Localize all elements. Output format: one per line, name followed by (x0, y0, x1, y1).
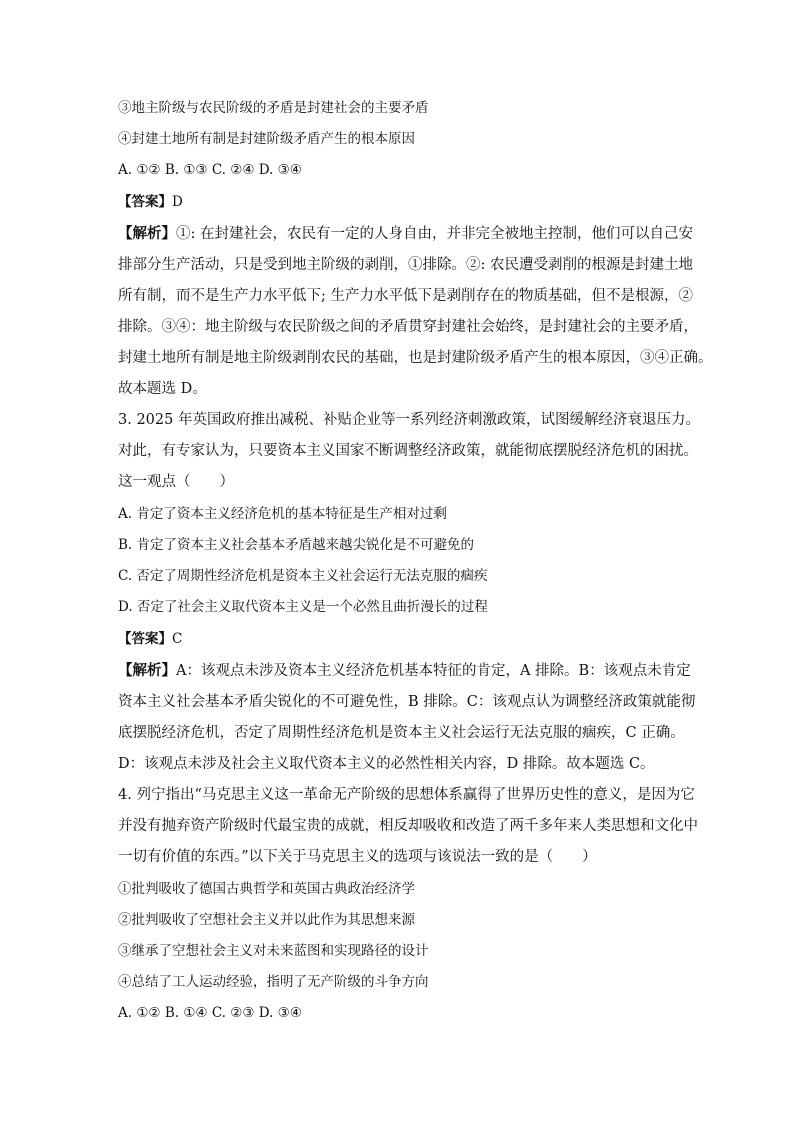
analysis-line: 故本题选 D。 (118, 381, 207, 397)
analysis-line: 资本主义社会基本矛盾尖锐化的不可避免性，B 排除。C：该观点认为调整经济政策就能彻 (118, 694, 696, 710)
q3-options (118, 504, 698, 617)
q4-stem (118, 780, 698, 873)
q4-option-2: ②批判吸收了空想社会主义并以此作为其思想来源 (118, 912, 415, 928)
analysis-line: D：该观点未涉及社会主义取代资本主义的必然性相关内容，D 排除。故本题选 C。 (118, 756, 655, 772)
analysis-line: 封建土地所有制是地主阶级剥削农民的基础，也是封建阶级矛盾产生的根本原因，③④正确。 (118, 350, 713, 366)
option-d: D. 否定了社会主义取代资本主义是一个必然且曲折漫长的过程 (118, 599, 488, 615)
answer-label: 【答案】 (118, 194, 172, 210)
answer-value: D (172, 194, 183, 210)
q2-analysis (118, 218, 713, 405)
q4-option-1: ①批判吸收了德国古典哲学和英国古典政治经济学 (118, 881, 415, 897)
answer-label: 【答案】 (118, 631, 172, 647)
q2-choices: A. ①② B. ①③ C. ②④ D. ③④ (118, 162, 302, 178)
analysis-label: 【解析】 (118, 662, 176, 679)
analysis-line: 【解析】A：该观点未涉及资本主义经济危机基本特征的肯定，A 排除。B：该观点未肯定 (118, 662, 691, 679)
q4-choices: A. ①② B. ①④ C. ②③ D. ③④ (118, 1005, 302, 1021)
q2-option-4: ④封建土地所有制是封建阶级矛盾产生的根本原因 (118, 131, 415, 147)
analysis-line: 底摆脱经济危机，否定了周期性经济危机是资本主义社会运行无法克服的痼疾，C 正确。 (118, 725, 685, 741)
document-page (118, 98, 713, 1023)
q3-stem (118, 405, 698, 498)
q4-options (118, 879, 698, 992)
stem-line: 并没有抛弃资产阶级时代最宝贵的成就，相反却吸收和改造了两千多年来人类思想和文化中 (118, 818, 698, 834)
analysis-label: 【解析】 (118, 225, 176, 242)
q2-option-3: ③地主阶级与农民阶级的矛盾是封建社会的主要矛盾 (118, 100, 429, 116)
q3-analysis (118, 655, 698, 780)
stem-line: 一切有价值的东西。”以下关于马克思主义的选项与该说法一致的是（ ） (118, 849, 597, 865)
option-c: C. 否定了周期性经济危机是资本主义社会运行无法克服的痼疾 (118, 568, 488, 584)
analysis-line: 排部分生产活动，只是受到地主阶级的剥削，①排除。②: 农民遭受剥削的根源是封建土地 (118, 257, 693, 273)
stem-line: 3. 2025 年英国政府推出减税、补贴企业等一系列经济刺激政策，试图缓解经济衰退压力。 (118, 412, 700, 428)
analysis-line: 排除。③④：地主阶级与农民阶级之间的矛盾贯穿封建社会始终，是封建社会的主要矛盾， (118, 319, 698, 335)
stem-line: 对此，有专家认为，只要资本主义国家不断调整经济政策，就能彻底摆脱经济危机的困扰。 (118, 443, 698, 459)
option-a: A. 肯定了资本主义经济危机的基本特征是生产相对过剩 (118, 506, 447, 522)
stem-line: 这一观点（ ） (118, 474, 234, 490)
analysis-line: 所有制，而不是生产力水平低下; 生产力水平低下是剥削存在的物质基础，但不是根源，② (118, 288, 693, 304)
q2-answer (118, 192, 698, 212)
q4-option-3: ③继承了空想社会主义对未来蓝图和实现路径的设计 (118, 943, 429, 959)
option-b: B. 肯定了资本主义社会基本矛盾越来越尖锐化是不可避免的 (118, 537, 475, 553)
analysis-line: 【解析】①: 在封建社会，农民有一定的人身自由，并非完全被地主控制，他们可以自己安 (118, 225, 693, 242)
q3-answer (118, 629, 698, 649)
answer-value: C (172, 631, 183, 647)
stem-line: 4. 列宁指出“马克思主义这一革命无产阶级的思想体系赢得了世界历史性的意义，是因为它 (118, 787, 695, 803)
q4-option-4: ④总结了工人运动经验，指明了无产阶级的斗争方向 (118, 974, 429, 990)
